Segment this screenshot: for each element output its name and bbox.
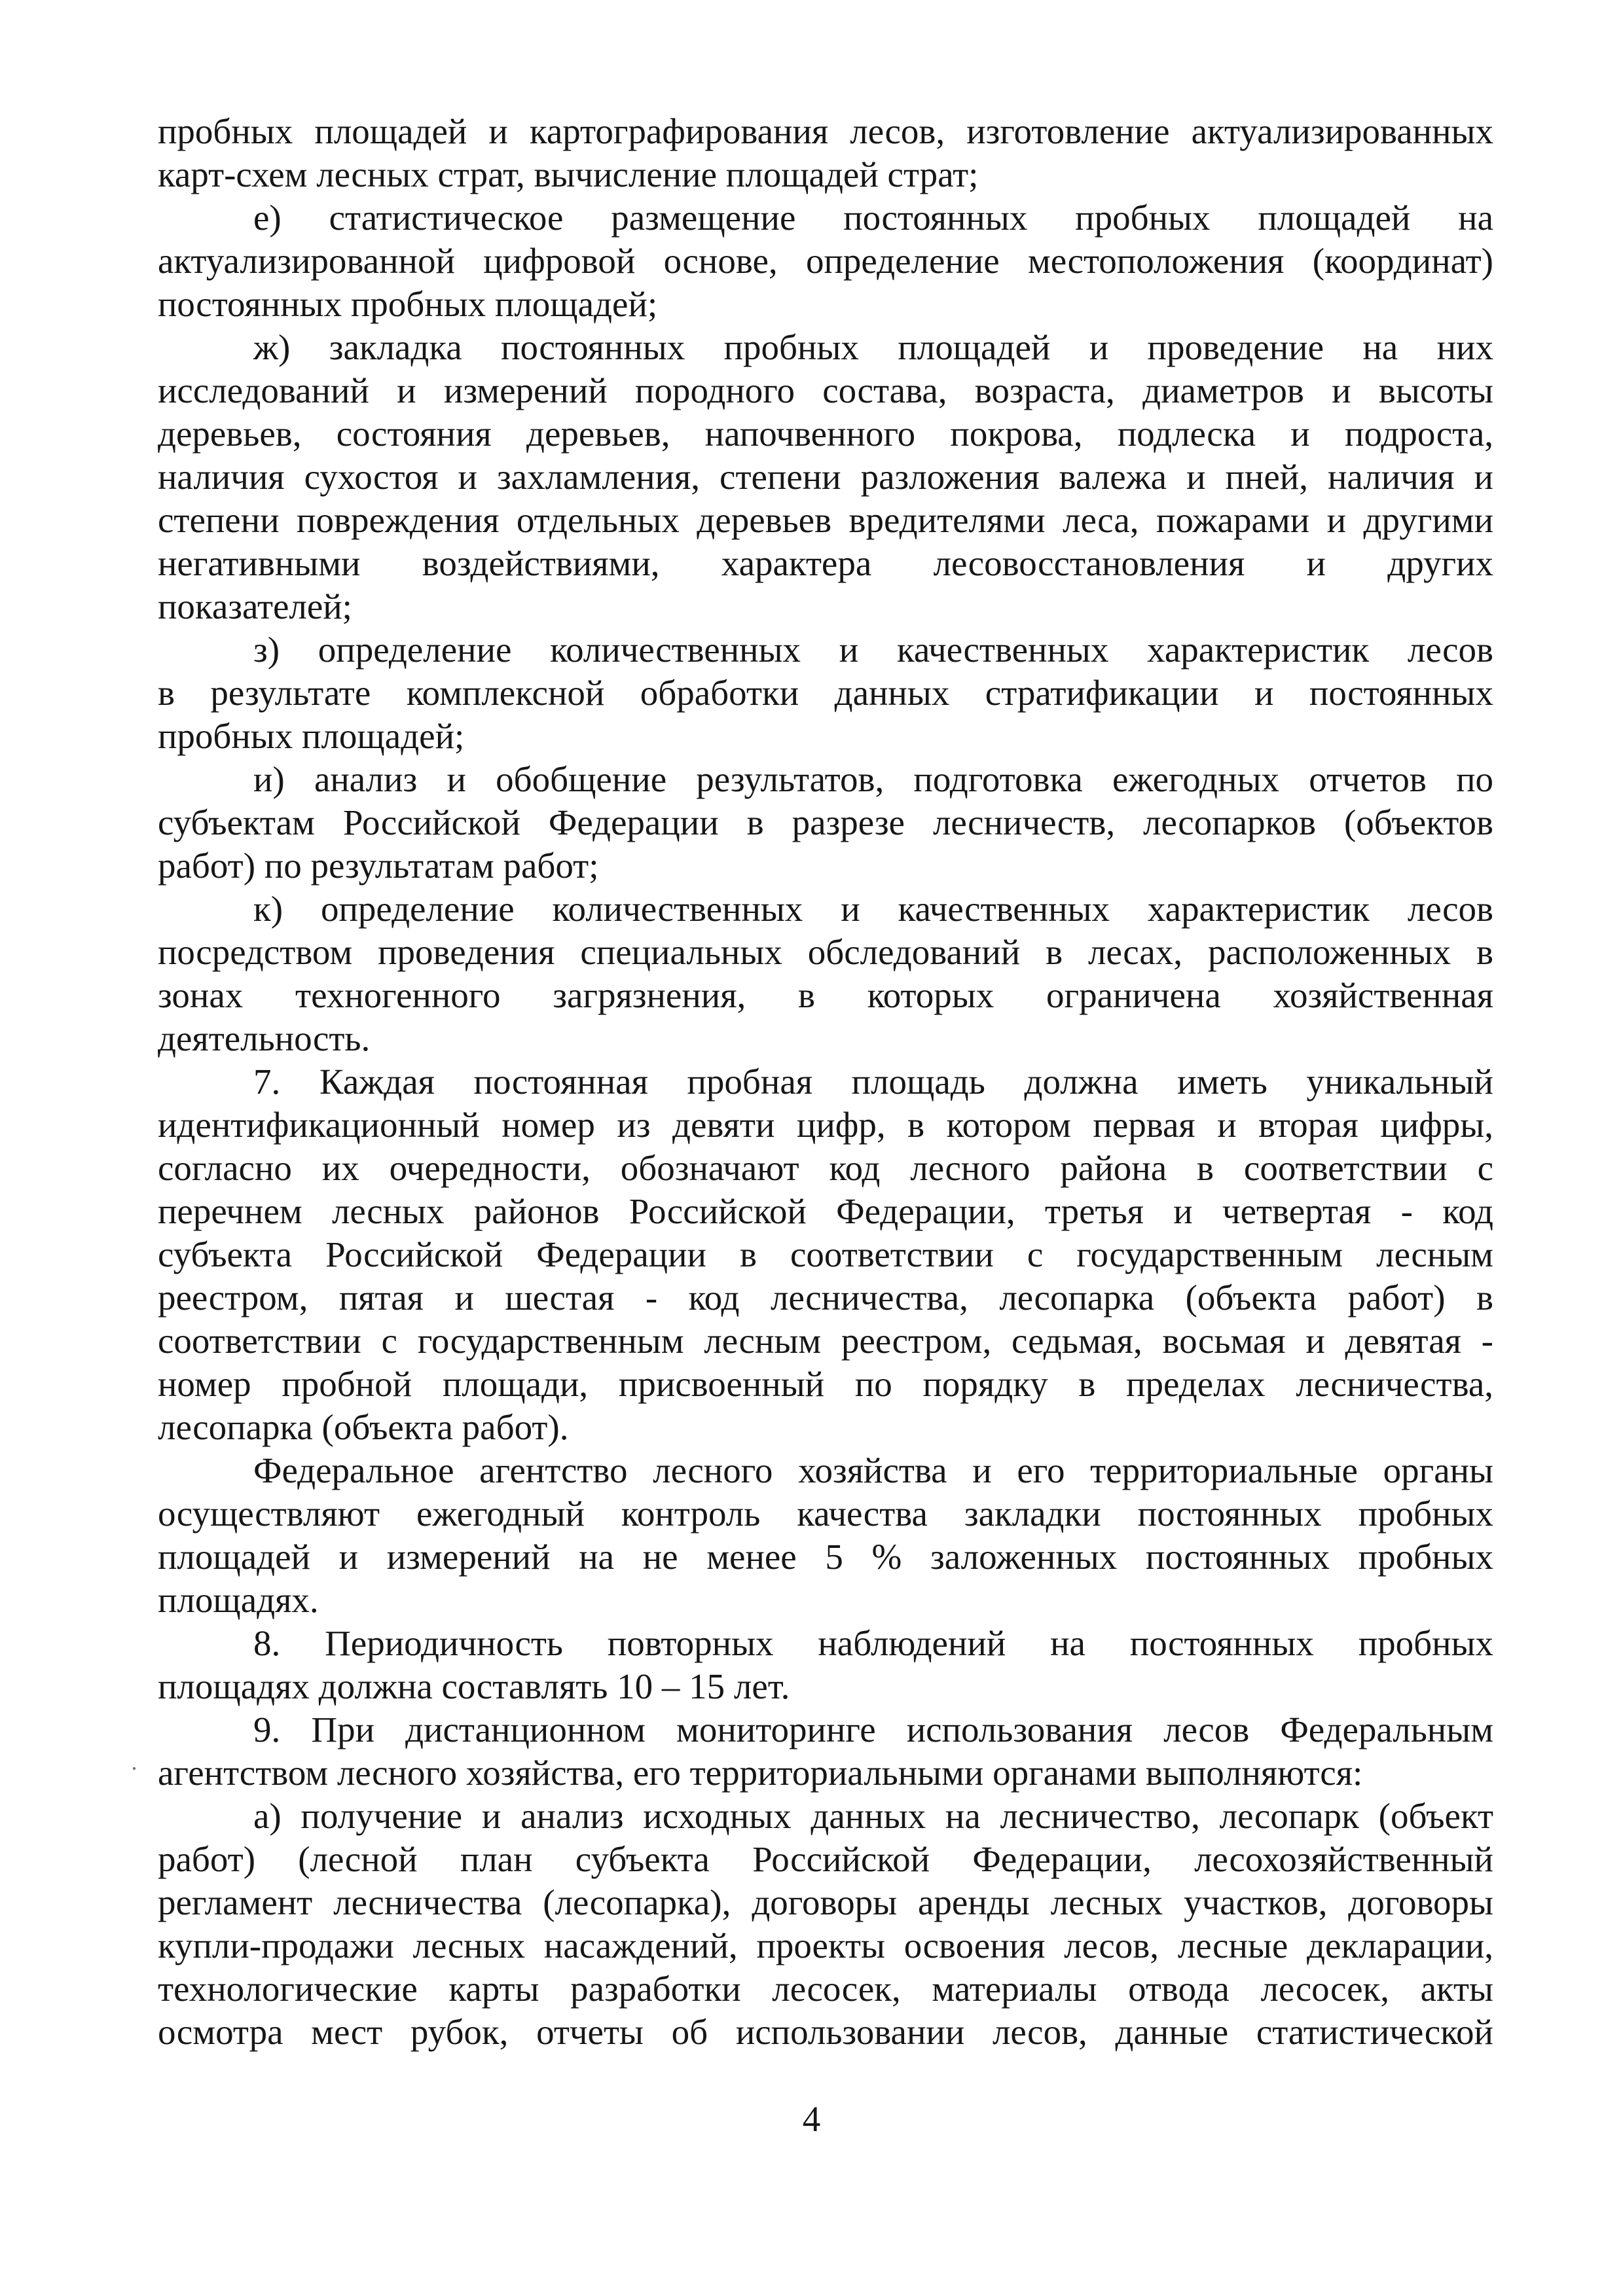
text-line: актуализированной цифровой основе, определение местоположения (координат) (158, 241, 1493, 281)
text-line: 8. Периодичность повторных наблюдений на постоянных пробных (253, 1623, 1493, 1663)
text-line: з) определение количественных и качественных характеристик лесов (253, 630, 1493, 670)
text-line: идентификационный номер из девяти цифр, в котором первая и вторая цифры, (158, 1105, 1493, 1145)
text-line: зонах техногенного загрязнения, в которых ограничена хозяйственная (158, 975, 1493, 1015)
text-line: и) анализ и обобщение результатов, подготовка ежегодных отчетов по (253, 759, 1493, 799)
text-line: согласно их очередности, обозначают код лесного района в соответствии с (158, 1148, 1493, 1188)
text-line: Федеральное агентство лесного хозяйства и его территориальные органы (253, 1450, 1493, 1490)
text-line: осуществляют ежегодный контроль качества закладки постоянных пробных (158, 1494, 1493, 1534)
text-line: степени повреждения отдельных деревьев вредителями леса, пожарами и другими (158, 500, 1493, 540)
text-line: деятельность. (158, 1018, 371, 1058)
text-line: пробных площадей и картографирования лесов, изготовление актуализированных (158, 111, 1493, 151)
text-line: осмотра мест рубок, отчеты об использовании лесов, данные статистической (158, 2012, 1493, 2052)
text-line: работ) по результатам работ; (158, 846, 599, 886)
text-line: лесопарка (объекта работ). (158, 1407, 569, 1447)
text-line: номер пробной площади, присвоенный по порядку в пределах лесничества, (158, 1364, 1493, 1404)
text-line: 9. При дистанционном мониторинге использования лесов Федеральным (253, 1710, 1493, 1749)
text-line: соответствии с государственным лесным реестром, седьмая, восьмая и девятая - (158, 1321, 1493, 1361)
text-line: а) получение и анализ исходных данных на лесничество, лесопарк (объект (253, 1796, 1493, 1836)
page-number: 4 (802, 2099, 821, 2139)
text-line: показателей; (158, 586, 352, 626)
text-line: работ) (лесной план субъекта Российской Федерации, лесохозяйственный (158, 1839, 1493, 1879)
text-line: площадях. (158, 1580, 319, 1620)
text-line: субъекта Российской Федерации в соответствии с государственным лесным (158, 1234, 1493, 1274)
text-line: карт-схем лесных страт, вычисление площадей страт; (158, 154, 979, 194)
text-line: купли-продажи лесных насаждений, проекты освоения лесов, лесные декларации, (158, 1926, 1493, 1965)
text-line: площадях должна составлять 10 – 15 лет. (158, 1666, 790, 1706)
text-line: 7. Каждая постоянная пробная площадь должна иметь уникальный (253, 1062, 1493, 1102)
text-line: е) статистическое размещение постоянных пробных площадей на (253, 198, 1493, 238)
text-line: наличия сухостоя и захламления, степени разложения валежа и пней, наличия и (158, 457, 1493, 497)
text-line: к) определение количественных и качественных характеристик лесов (253, 889, 1493, 929)
text-line: исследований и измерений породного состава, возраста, диаметров и высоты (158, 370, 1493, 410)
text-line: реестром, пятая и шестая - код лесничества, лесопарка (объекта работ) в (158, 1278, 1493, 1318)
text-line: субъектам Российской Федерации в разрезе лесничеств, лесопарков (объектов (158, 802, 1493, 842)
text-line: перечнем лесных районов Российской Федерации, третья и четвертая - код (158, 1191, 1493, 1231)
text-line: деревьев, состояния деревьев, напочвенного покрова, подлеска и подроста, (158, 414, 1493, 454)
text-line: ж) закладка постоянных пробных площадей и проведение на них (253, 327, 1493, 367)
text-line: агентством лесного хозяйства, его территориальными органами выполняются: (158, 1753, 1363, 1793)
text-line: технологические карты разработки лесосек, материалы отвода лесосек, акты (158, 1969, 1493, 2009)
text-line: постоянных пробных площадей; (158, 284, 658, 324)
text-line: регламент лесничества (лесопарка), договоры аренды лесных участков, договоры (158, 1882, 1493, 1922)
text-line: посредством проведения специальных обследований в лесах, расположенных в (158, 932, 1493, 972)
text-line: негативными воздействиями, характера лесовосстановления и других (158, 543, 1493, 583)
scan-speck (133, 1767, 136, 1770)
text-line: пробных площадей; (158, 716, 465, 756)
text-line: площадей и измерений на не менее 5 % заложенных постоянных пробных (158, 1537, 1493, 1577)
body-text (158, 110, 1493, 2054)
text-line: в результате комплексной обработки данных стратификации и постоянных (158, 673, 1493, 713)
